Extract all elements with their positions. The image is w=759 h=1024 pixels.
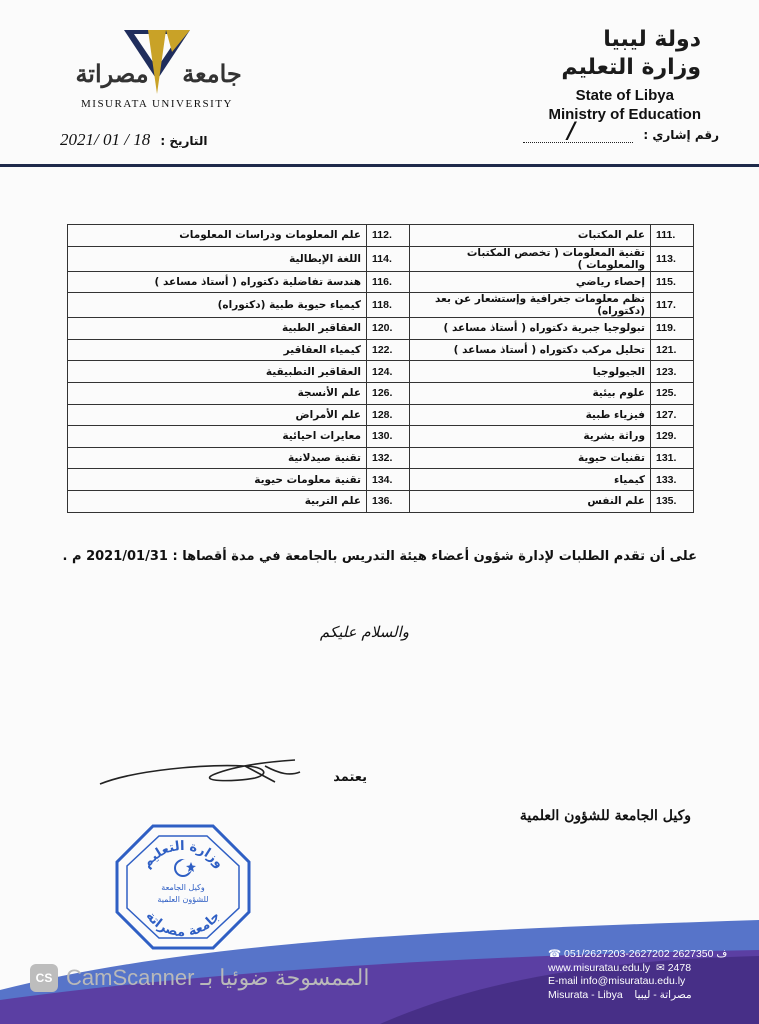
po-box: 2478 <box>667 961 692 974</box>
city-en: Misurata - Libya <box>548 988 623 1001</box>
camscanner-watermark <box>30 964 369 992</box>
row-number-right: 111. <box>651 225 694 247</box>
table-row <box>68 404 694 426</box>
row-number-left: 128. <box>367 404 410 426</box>
table-row <box>68 246 694 271</box>
row-number-right: 115. <box>651 271 694 293</box>
row-number-right: 113. <box>651 246 694 271</box>
row-number-left: 130. <box>367 426 410 448</box>
deputy-title: وكيل الجامعة للشؤون العلمية <box>519 808 691 824</box>
reference-number <box>523 118 719 144</box>
specialization-right: الجيولوجيا <box>410 361 651 383</box>
specialization-left: تقنية معلومات حيوية <box>68 469 367 491</box>
ministry-title-ar: وزارة التعليم <box>561 55 701 80</box>
specializations-table <box>67 224 694 513</box>
contact-phone: ☎ 051/2627203-2627202 ف 2627350 <box>548 948 728 960</box>
specialization-right: تقنية المعلومات ( تخصص المكتبات والمعلومات ) <box>410 246 651 271</box>
row-number-left: 120. <box>367 318 410 340</box>
row-number-left: 118. <box>367 293 410 318</box>
specialization-left: علم المعلومات ودراسات المعلومات <box>68 225 367 247</box>
state-name-ar: دولة ليبيا <box>603 27 701 52</box>
row-number-right: 133. <box>651 469 694 491</box>
seal-inner-line1: وكيل الجامعة <box>161 883 205 892</box>
seal-bottom-text: جامعة مصراتة <box>142 908 224 941</box>
specialization-right: علم المكتبات <box>410 225 651 247</box>
table-row <box>68 271 694 293</box>
specializations-table-body <box>68 225 694 513</box>
camscanner-logo-icon: CS <box>30 964 58 992</box>
specialization-left: تقنية صيدلانية <box>68 447 367 469</box>
specialization-left: العقاقير التطبيقية <box>68 361 367 383</box>
seal-top-text: وزارة التعليم <box>139 838 227 872</box>
closing-greeting: والسلام عليكم <box>319 623 409 641</box>
contact-city <box>548 989 748 1003</box>
specialization-right: وراثة بشرية <box>410 426 651 448</box>
specialization-right: تقنيات حيوية <box>410 447 651 469</box>
specialization-left: العقاقير الطبية <box>68 318 367 340</box>
specialization-left: علم الأمراض <box>68 404 367 426</box>
table-row <box>68 361 694 383</box>
phone-text: 051/2627203-2627202 ف 2627350 <box>564 948 728 960</box>
row-number-right: 119. <box>651 318 694 340</box>
table-row <box>68 339 694 361</box>
specialization-right: كيمياء <box>410 469 651 491</box>
row-number-right: 123. <box>651 361 694 383</box>
reference-field <box>523 118 633 144</box>
table-row <box>68 426 694 448</box>
table-row <box>68 225 694 247</box>
handwritten-signature <box>95 752 305 792</box>
row-number-left: 132. <box>367 447 410 469</box>
contact-block <box>548 948 748 1002</box>
table-row <box>68 490 694 512</box>
state-name-en: State of Libya <box>575 87 674 104</box>
table-row <box>68 469 694 491</box>
row-number-left: 112. <box>367 225 410 247</box>
specialization-right: نظم معلومات جغرافية وإستشعار عن بعد (دكتوراه) <box>410 293 651 318</box>
row-number-right: 131. <box>651 447 694 469</box>
date-label: التاريخ : <box>160 134 208 148</box>
row-number-left: 134. <box>367 469 410 491</box>
specialization-left: هندسة تفاضلية دكتوراه ( أستاذ مساعد ) <box>68 271 367 293</box>
specialization-right: فيزياء طبية <box>410 404 651 426</box>
row-number-right: 125. <box>651 382 694 404</box>
instruction-text: على أن تقدم الطلبات لإدارة شؤون أعضاء هيئة التدريس بالجامعة في مدة أقصاها : 2021/01/31 م . <box>62 549 697 564</box>
reference-handwritten-mark: / <box>567 118 576 144</box>
row-number-left: 126. <box>367 382 410 404</box>
website-link[interactable]: www.misuratau.edu.ly <box>548 961 651 974</box>
reference-label: رقم إشاري : <box>643 128 719 142</box>
ministry-title-en: Ministry of Education <box>548 106 701 123</box>
specialization-left: معايرات احيائية <box>68 426 367 448</box>
city-ar: مصراتة - ليبيا <box>634 988 692 1001</box>
logo-english-name: MISURATA UNIVERSITY <box>81 98 233 110</box>
row-number-right: 135. <box>651 490 694 512</box>
contact-email[interactable]: E-mail info@misuratau.edu.ly <box>548 975 686 987</box>
specialization-left: كيمياء حيوية طبية (دكتوراه) <box>68 293 367 318</box>
contact-website: www.misuratau.edu.ly ✉ 2478 <box>548 961 692 974</box>
specialization-right: تبولوجيا جبرية دكتوراه ( أستاذ مساعد ) <box>410 318 651 340</box>
row-number-left: 136. <box>367 490 410 512</box>
specialization-right: علوم بيئية <box>410 382 651 404</box>
header-divider <box>0 164 759 167</box>
logo-text-left: مصراتة <box>75 59 149 88</box>
specialization-left: اللغة الإيطالية <box>68 246 367 271</box>
table-row <box>68 447 694 469</box>
table-row <box>68 382 694 404</box>
specialization-left: علم التربية <box>68 490 367 512</box>
row-number-left: 116. <box>367 271 410 293</box>
row-number-left: 114. <box>367 246 410 271</box>
specialization-left: كيمياء العقاقير <box>68 339 367 361</box>
specialization-right: تحليل مركب دكتوراه ( أستاذ مساعد ) <box>410 339 651 361</box>
specialization-right: إحصاء رياضي <box>410 271 651 293</box>
document-date <box>60 130 207 150</box>
camscanner-text: CamScanner الممسوحة ضوئيا بـ <box>66 965 370 990</box>
date-value: 2021/ 01 / 18 <box>60 130 151 149</box>
table-row <box>68 293 694 318</box>
table-row <box>68 318 694 340</box>
row-number-right: 127. <box>651 404 694 426</box>
row-number-right: 121. <box>651 339 694 361</box>
logo-text-right: جامعة <box>182 59 242 88</box>
row-number-left: 124. <box>367 361 410 383</box>
row-number-right: 117. <box>651 293 694 318</box>
row-number-left: 122. <box>367 339 410 361</box>
row-number-right: 129. <box>651 426 694 448</box>
specialization-right: علم النفس <box>410 490 651 512</box>
seal-inner-line2: للشؤون العلمية <box>157 895 209 904</box>
ministry-name-ar <box>561 26 701 82</box>
approved-label: يعتمد <box>333 770 367 785</box>
specialization-left: علم الأنسجة <box>68 382 367 404</box>
